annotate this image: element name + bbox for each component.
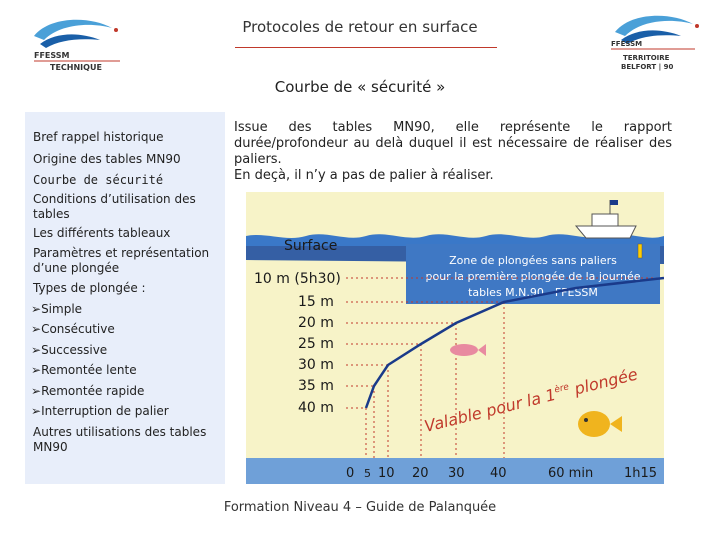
arrow-bullet-icon: ➢ xyxy=(31,343,42,357)
safety-curve-diagram xyxy=(246,192,664,484)
valid-sup: ère xyxy=(553,382,571,396)
time-label-5: 5 xyxy=(364,467,371,480)
sidebar-item-slow-ascent[interactable] xyxy=(31,363,219,378)
valid-prefix: Valable pour la 1 xyxy=(422,384,558,436)
surface-label: Surface xyxy=(284,238,338,254)
time-label-1h15: 1h15 xyxy=(624,466,658,481)
time-label-10: 10 xyxy=(378,466,395,481)
valid-suffix: plongée xyxy=(567,364,640,400)
depth-label-15: 15 m xyxy=(298,294,334,310)
header-rule xyxy=(235,47,497,48)
sidebar-item-consecutive[interactable] xyxy=(31,322,219,337)
logo-right-sub1: TERRITOIRE xyxy=(623,54,670,62)
arrow-bullet-icon: ➢ xyxy=(31,302,42,316)
sidebar-item-successive[interactable] xyxy=(31,343,219,358)
depth-label-35: 35 m xyxy=(298,378,334,394)
arrow-bullet-icon: ➢ xyxy=(31,404,42,418)
sidebar-item-stop-interruption-label: Interruption de palier xyxy=(41,404,169,418)
time-label-60: 60 min xyxy=(548,466,594,481)
depth-label-30: 30 m xyxy=(298,357,334,373)
sidebar-item-safety-curve[interactable]: Courbe de sécurité xyxy=(33,173,164,187)
sidebar-item-origin[interactable]: Origine des tables MN90 xyxy=(33,152,181,166)
logo-right-name: FFESSM xyxy=(611,40,643,48)
logo-left-name: FFESSM xyxy=(34,51,70,60)
logo-left-sub: TECHNIQUE xyxy=(50,63,102,72)
body-line-1: Issue des tables MN90, elle représente le rapport durée/profondeur au delà duquel il est nécessaire de réaliser des paliers. xyxy=(234,120,672,167)
logo-right-sub2: BELFORT | 90 xyxy=(621,63,674,71)
time-label-40: 40 xyxy=(490,466,507,481)
sidebar-item-parameters[interactable]: Paramètres et représentation d’une plongée xyxy=(33,246,210,275)
body-paragraph xyxy=(234,120,672,184)
depth-label-40: 40 m xyxy=(298,400,334,416)
sidebar-item-simple[interactable] xyxy=(31,302,219,317)
sidebar-item-slow-ascent-label: Remontée lente xyxy=(41,363,137,377)
time-label-0: 0 xyxy=(346,466,355,481)
sidebar-item-dive-types[interactable]: Types de plongée : xyxy=(33,281,146,295)
sidebar-item-consecutive-label: Consécutive xyxy=(41,322,115,336)
header-title: Protocoles de retour en surface xyxy=(242,18,478,36)
arrow-bullet-icon: ➢ xyxy=(31,384,42,398)
wave-logo-right-icon xyxy=(605,12,715,76)
wave-logo-icon xyxy=(20,14,130,74)
arrow-bullet-icon: ➢ xyxy=(31,363,42,377)
sidebar-item-tables[interactable]: Les différents tableaux xyxy=(33,226,171,240)
depth-label-10: 10 m (5h30) xyxy=(254,271,341,287)
sidebar-item-history[interactable]: Bref rappel historique xyxy=(33,130,164,144)
zone-line-3: tables M.N.90 - FFESSM xyxy=(468,286,598,299)
sidebar-item-simple-label: Simple xyxy=(41,302,83,316)
slide-title: Courbe de « sécurité » xyxy=(274,78,446,96)
ffessm-territoire-logo xyxy=(605,12,715,72)
footer-text: Formation Niveau 4 – Guide de Palanquée xyxy=(223,500,497,515)
sidebar-item-successive-label: Successive xyxy=(41,343,108,357)
sidebar-item-conditions[interactable]: Conditions d’utilisation des tables xyxy=(33,192,196,221)
sidebar-item-other-uses[interactable]: Autres utilisations des tables MN90 xyxy=(33,425,207,454)
ffessm-technique-logo xyxy=(20,14,130,74)
safety-curve-svg xyxy=(246,192,664,484)
depth-label-25: 25 m xyxy=(298,336,334,352)
depth-label-20: 20 m xyxy=(298,315,334,331)
sidebar-item-fast-ascent[interactable] xyxy=(31,384,219,399)
zone-line-2: pour la première plongée de la journée xyxy=(425,270,641,283)
sidebar-item-stop-interruption[interactable] xyxy=(31,404,219,419)
zone-line-1: Zone de plongées sans paliers xyxy=(449,254,617,267)
time-label-30: 30 xyxy=(448,466,465,481)
sidebar-nav xyxy=(25,112,225,484)
sidebar-item-fast-ascent-label: Remontée rapide xyxy=(41,384,145,398)
time-label-20: 20 xyxy=(412,466,429,481)
arrow-bullet-icon: ➢ xyxy=(31,322,42,336)
buoy-icon xyxy=(638,244,642,258)
body-line-2: En deçà, il n’y a pas de palier à réaliser. xyxy=(234,168,494,183)
